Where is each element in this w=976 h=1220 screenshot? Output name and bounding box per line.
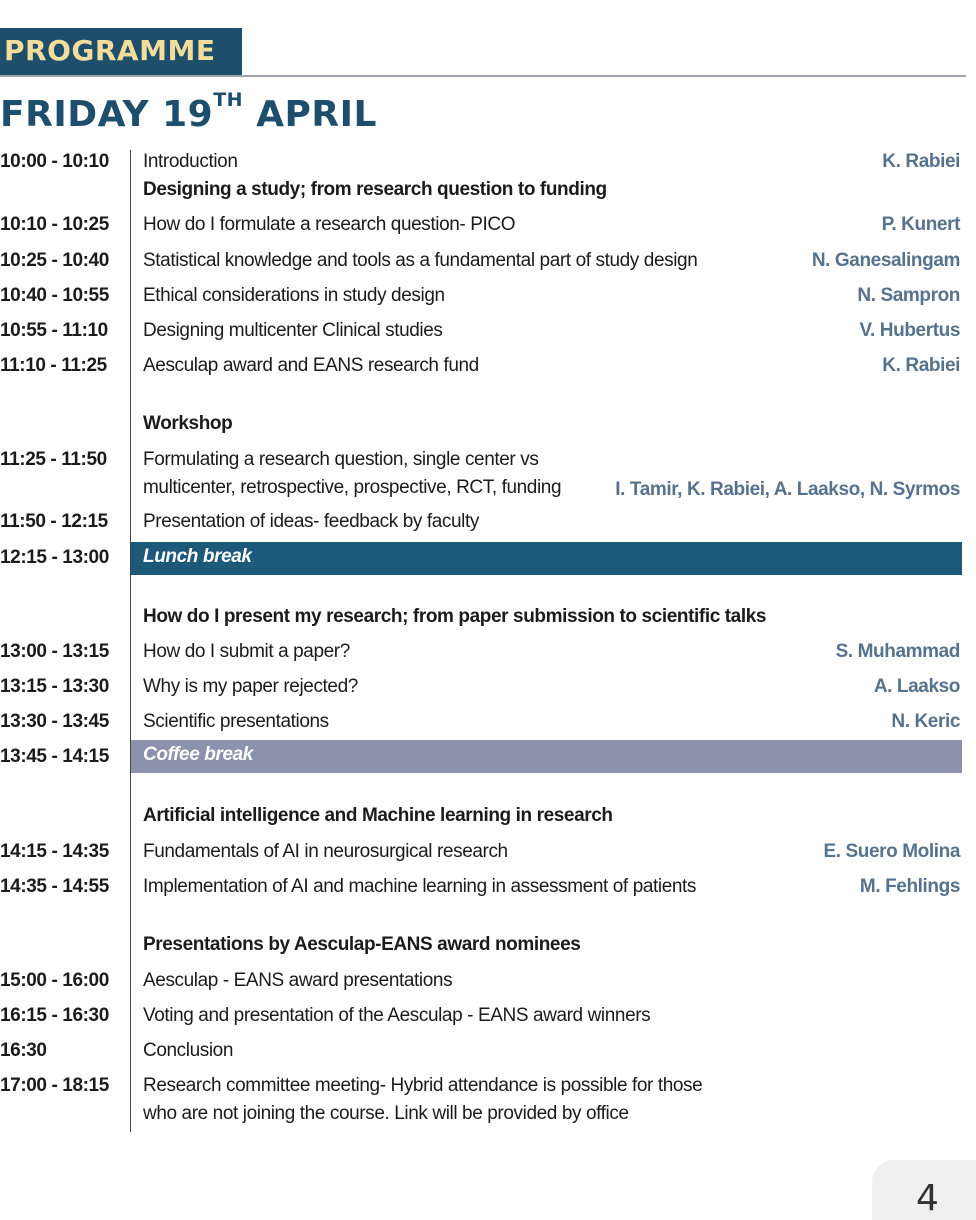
session-speaker: V. Hubertus (859, 320, 960, 341)
session-title: Voting and presentation of the Aesculap - EANS award winners (143, 1005, 651, 1026)
section-heading: Presentations by Aesculap-EANS award nominees (143, 934, 581, 955)
session-time: 16:30 (0, 1040, 47, 1061)
lunch-break-band (131, 542, 962, 575)
session-time: 14:15 - 14:35 (0, 841, 109, 862)
session-title: Conclusion (143, 1040, 233, 1061)
session-speaker: A. Laakso (873, 676, 960, 697)
session-title: Fundamentals of AI in neurosurgical research (143, 841, 508, 862)
day-title-text: FRIDAY 19 (0, 94, 214, 135)
session-title: Implementation of AI and machine learning in assessment of patients (143, 876, 697, 897)
session-time: 13:45 - 14:15 (0, 746, 109, 767)
session-title: Statistical knowledge and tools as a fundamental part of study design (143, 250, 698, 271)
timeline-divider (130, 150, 131, 1132)
session-time: 14:35 - 14:55 (0, 876, 109, 897)
session-time: 11:50 - 12:15 (0, 511, 108, 532)
coffee-break-label: Coffee break (143, 744, 253, 765)
session-title: How do I formulate a research question- PICO (143, 214, 516, 235)
session-time: 10:10 - 10:25 (0, 214, 109, 235)
section-heading: Workshop (143, 413, 233, 434)
programme-header (0, 28, 242, 76)
session-time: 11:25 - 11:50 (0, 449, 107, 470)
page-number-tab (872, 1160, 976, 1220)
coffee-break-band (131, 740, 962, 773)
session-title-line1: Formulating a research question, single center vs (143, 449, 539, 470)
session-title: Introduction (143, 151, 238, 172)
header-divider (0, 75, 966, 77)
session-speaker: K. Rabiei (882, 355, 960, 376)
session-time: 17:00 - 18:15 (0, 1075, 109, 1096)
session-time: 12:15 - 13:00 (0, 547, 109, 568)
session-speaker: N. Keric (891, 711, 960, 732)
session-time: 11:10 - 11:25 (0, 355, 107, 376)
section-heading: Artificial intelligence and Machine learning in research (143, 805, 613, 826)
session-speaker: N. Ganesalingam (811, 250, 960, 271)
programme-label: PROGRAMME (4, 34, 216, 67)
session-time: 10:55 - 11:10 (0, 320, 108, 341)
session-time: 16:15 - 16:30 (0, 1005, 109, 1026)
session-title: Aesculap - EANS award presentations (143, 970, 453, 991)
day-title (0, 89, 377, 135)
session-title-line2: who are not joining the course. Link will be provided by office (143, 1103, 629, 1124)
session-title: Presentation of ideas- feedback by faculty (143, 511, 479, 532)
session-speaker: K. Rabiei (882, 151, 960, 172)
lunch-break-label: Lunch break (143, 546, 252, 567)
session-title-line1: Research committee meeting- Hybrid attendance is possible for those (143, 1075, 703, 1096)
day-title-month: APRIL (243, 94, 377, 135)
section-heading: Designing a study; from research question to funding (143, 179, 607, 200)
session-title: Aesculap award and EANS research fund (143, 355, 479, 376)
session-speaker: S. Muhammad (835, 641, 960, 662)
session-title: How do I submit a paper? (143, 641, 350, 662)
session-time: 15:00 - 16:00 (0, 970, 109, 991)
session-title-line2: multicenter, retrospective, prospective, RCT, funding (143, 477, 562, 498)
session-time: 10:40 - 10:55 (0, 285, 109, 306)
session-speaker: I. Tamir, K. Rabiei, A. Laakso, N. Syrmos (615, 479, 960, 500)
session-time: 10:00 - 10:10 (0, 151, 109, 172)
section-heading: How do I present my research; from paper submission to scientific talks (143, 606, 767, 627)
session-time: 13:00 - 13:15 (0, 641, 109, 662)
page-number: 4 (916, 1178, 939, 1219)
day-title-suffix: TH (213, 89, 244, 111)
session-title: Ethical considerations in study design (143, 285, 445, 306)
session-title: Designing multicenter Clinical studies (143, 320, 443, 341)
session-time: 10:25 - 10:40 (0, 250, 109, 271)
session-time: 13:15 - 13:30 (0, 676, 109, 697)
session-title: Scientific presentations (143, 711, 329, 732)
session-speaker: E. Suero Molina (823, 841, 960, 862)
session-speaker: P. Kunert (881, 214, 960, 235)
session-title: Why is my paper rejected? (143, 676, 358, 697)
session-time: 13:30 - 13:45 (0, 711, 109, 732)
session-speaker: N. Sampron (857, 285, 960, 306)
session-speaker: M. Fehlings (859, 876, 960, 897)
